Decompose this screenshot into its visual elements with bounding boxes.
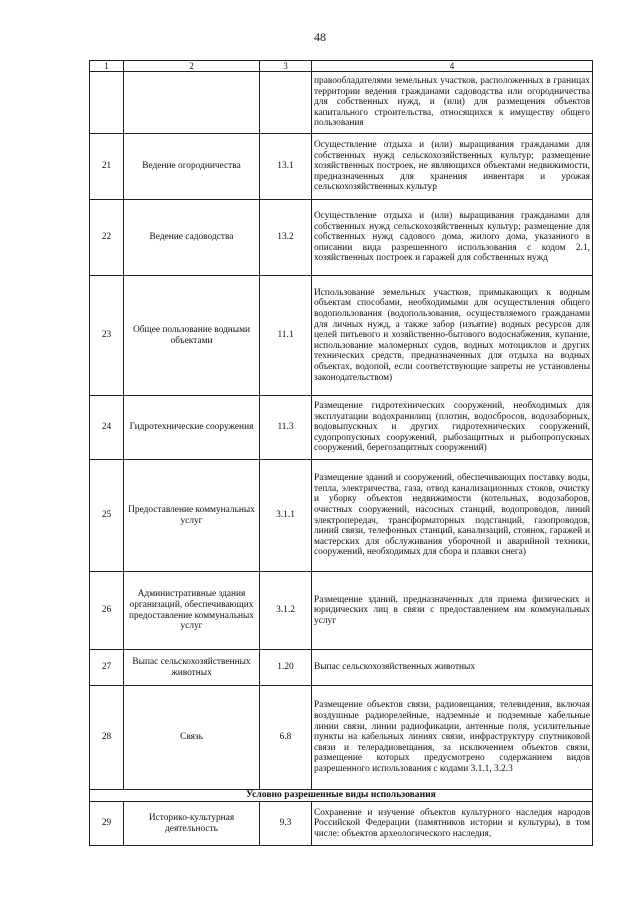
use-description: Выпас сельскохозяйственных животных	[312, 650, 593, 686]
section-heading-row	[90, 790, 593, 802]
page-number: 48	[314, 30, 326, 44]
header-cell: 4	[312, 61, 593, 72]
row-number: 21	[90, 134, 124, 200]
row-number: 24	[90, 396, 124, 460]
use-description: Использование земельных участков, примыкающих к водным объектам способами, необходимыми для осуществления общего водопользования (водопользования, осуществляемого гражданами для личных нужд, а также забор (изъятие) водных ресурсов для целей питьевого и хозяйственно-бытового водоснабжения, купание, использование маломерных судов, водных мотоциклов и других технических средств, предназначенных для отдыха на водных объектах, водопой, если соответствующие запреты не установлены законодательством)	[312, 276, 593, 396]
table-row	[90, 134, 593, 200]
use-description: Сохранение и изучение объектов культурного наследия народов Российской Федерации (памятников истории и культуры), в том числе: объектов археологического наследия,	[312, 802, 593, 846]
use-name: Ведение огородничества	[124, 134, 260, 200]
use-code: 3.1.2	[260, 572, 312, 650]
table-row	[90, 200, 593, 276]
use-description: Размещение гидротехнических сооружений, необходимых для эксплуатации водохранилищ (плотин, водосбросов, водозаборных, водовыпускных и других гидротехнических сооружений, судопропускных сооружений, рыбозащитных и рыбопропускных сооружений, берегозащитных сооружений)	[312, 396, 593, 460]
use-name: Выпас сельскохозяйственных животных	[124, 650, 260, 686]
use-code: 13.2	[260, 200, 312, 276]
header-cell: 3	[260, 61, 312, 72]
row-number: 23	[90, 276, 124, 396]
land-use-table	[89, 60, 593, 846]
use-code: 9.3	[260, 802, 312, 846]
use-code: 3.1.1	[260, 460, 312, 572]
use-description: Размещение зданий, предназначенных для приема физических и юридических лиц в связи с предоставлением им коммунальных услуг	[312, 572, 593, 650]
use-name: Связь	[124, 686, 260, 790]
use-code: 13.1	[260, 134, 312, 200]
use-description: Размещение зданий и сооружений, обеспечивающих поставку воды, тепла, электричества, газа, отвод канализационных стоков, очистку и уборку объектов недвижимости (котельных, водозаборов, очистных сооружений, насосных станций, водопроводов, линий электропередач, трансформаторных подстанций, газопроводов, линий связи, телефонных станций, канализаций, стоянок, гаражей и мастерских для обслуживания уборочной и аварийной техники, сооружений, необходимых для сбора и плавки снега)	[312, 460, 593, 572]
row-number: 25	[90, 460, 124, 572]
table-row	[90, 72, 593, 134]
description-cell: правообладателями земельных участков, расположенных в границах территории ведения гражданами садоводства или огородничества для собственных нужд, и (или) для размещения объектов капитального строительства, относящихся к имуществу общего пользования	[312, 72, 593, 134]
use-name: Административные здания организаций, обеспечивающих предоставление коммунальных услуг	[124, 572, 260, 650]
use-name: Предоставление коммунальных услуг	[124, 460, 260, 572]
use-code: 11.3	[260, 396, 312, 460]
name-cell	[124, 72, 260, 134]
use-description: Осуществление отдыха и (или) выращивания гражданами для собственных нужд сельскохозяйственных культур; размещение хозяйственных построек, не являющихся объектами недвижимости, предназначенных для хранения инвентаря и урожая сельскохозяйственных культур	[312, 134, 593, 200]
use-code: 11.1	[260, 276, 312, 396]
header-cell: 2	[124, 61, 260, 72]
use-description: Осуществление отдыха и (или) выращивания гражданами для собственных нужд сельскохозяйственных культур; размещение для собственных нужд садового дома, жилого дома, указанного в описании вида разрешенного использования с кодом 2.1, хозяйственных построек и гаражей для собственных нужд	[312, 200, 593, 276]
table-row	[90, 650, 593, 686]
code-cell	[260, 72, 312, 134]
table-row	[90, 572, 593, 650]
use-name: Общее пользование водными объектами	[124, 276, 260, 396]
row-number: 22	[90, 200, 124, 276]
table-row	[90, 460, 593, 572]
table-row	[90, 686, 593, 790]
table-row	[90, 396, 593, 460]
use-description: Размещение объектов связи, радиовещания, телевидения, включая воздушные радиорелейные, надземные и подземные кабельные линии связи, линии радиофикации, антенные поля, усилительные пункты на кабельных линиях связи, инфраструктуру спутниковой связи и телерадиовещания, за исключением объектов связи, размещение которых предусмотрено содержанием видов разрешенного использования с кодами 3.1.1, 3.2.3	[312, 686, 593, 790]
row-number: 29	[90, 802, 124, 846]
header-cell: 1	[90, 61, 124, 72]
use-code: 1.20	[260, 650, 312, 686]
table-row	[90, 276, 593, 396]
use-name: Ведение садоводства	[124, 200, 260, 276]
table-row	[90, 802, 593, 846]
use-name: Гидротехнические сооружения	[124, 396, 260, 460]
section-title: Условно разрешенные виды использования	[90, 790, 593, 802]
row-number: 27	[90, 650, 124, 686]
number-cell	[90, 72, 124, 134]
use-code: 6.8	[260, 686, 312, 790]
table-header-row	[90, 61, 593, 72]
row-number: 26	[90, 572, 124, 650]
use-name: Историко-культурная деятельность	[124, 802, 260, 846]
row-number: 28	[90, 686, 124, 790]
